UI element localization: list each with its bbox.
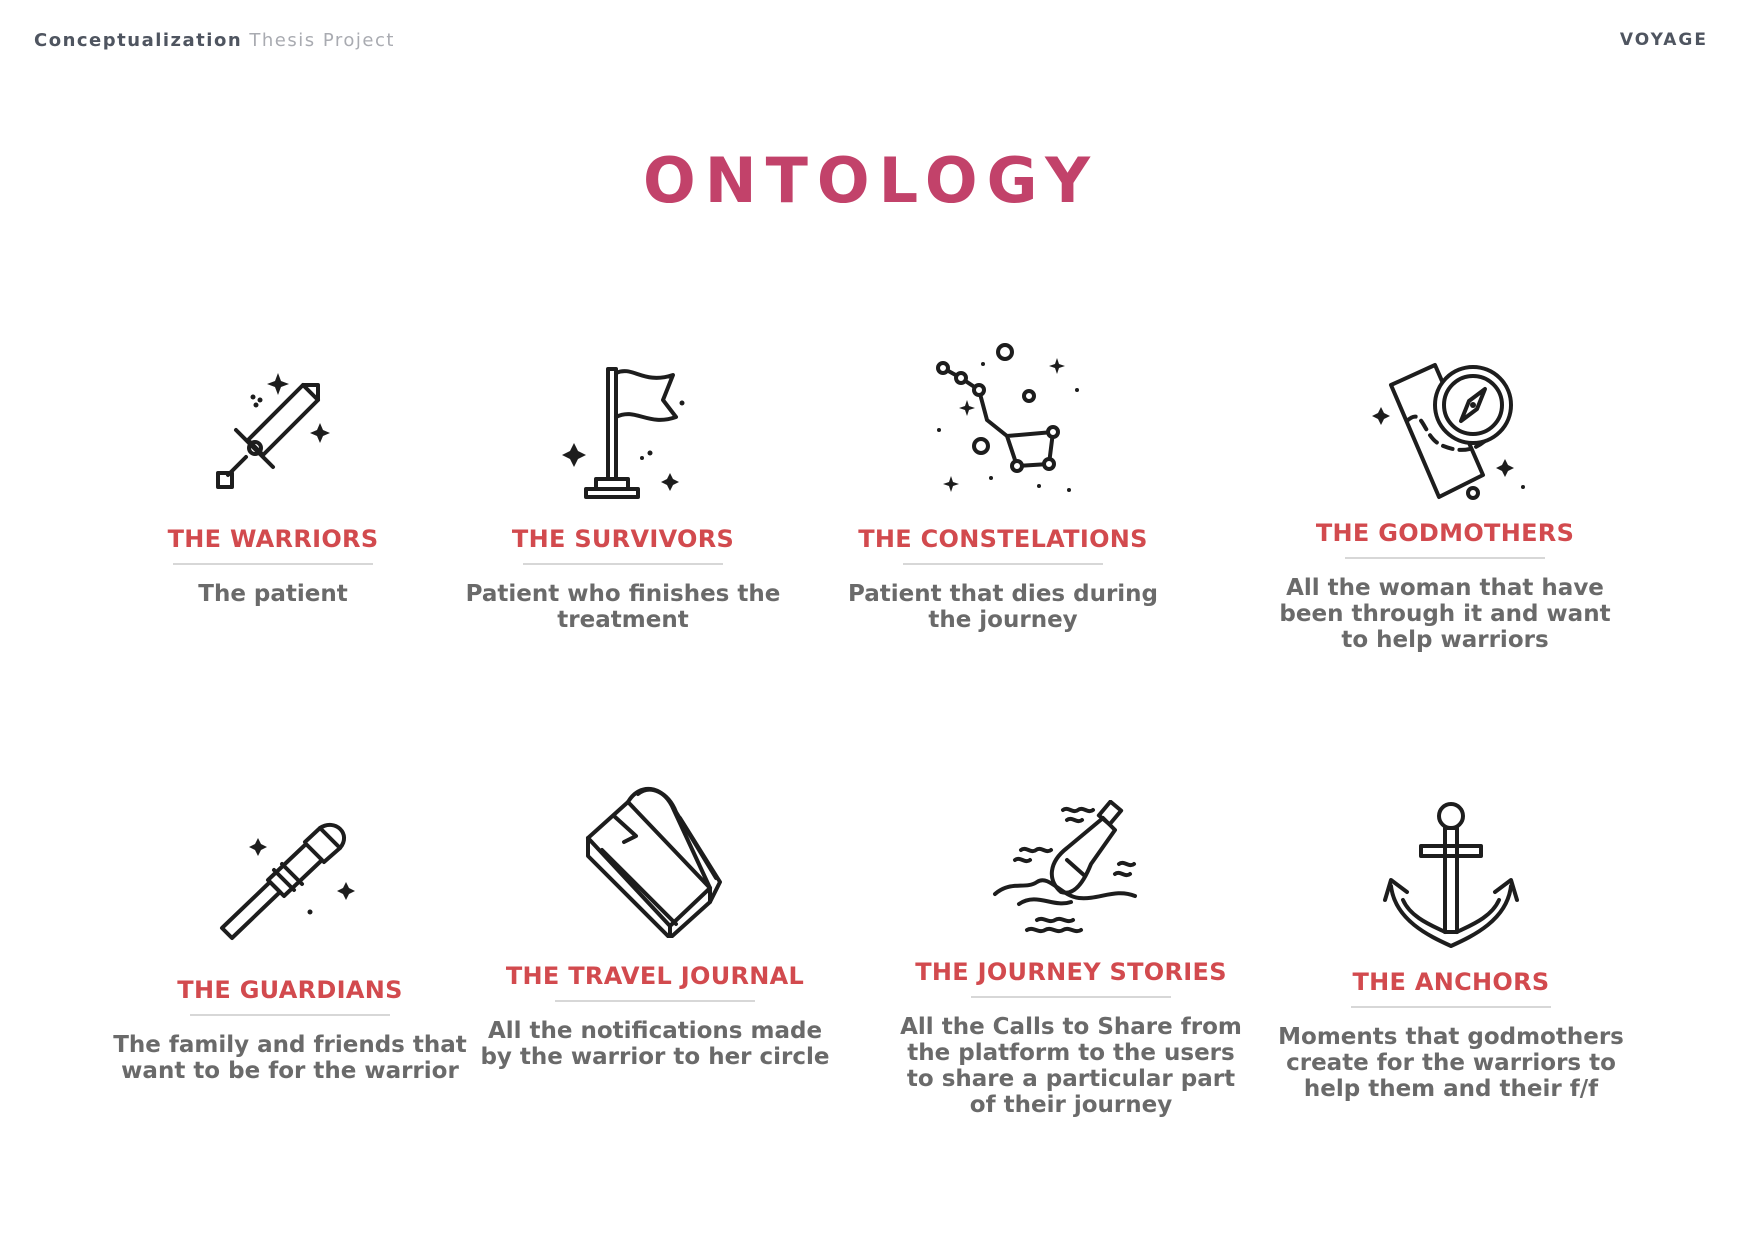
item-name: THE SURVIVORS <box>511 525 735 553</box>
item-divider <box>173 563 373 565</box>
ontology-item-constelations <box>823 340 1183 633</box>
header-brand: VOYAGE <box>1619 30 1708 50</box>
message-bottle-icon <box>991 800 1151 940</box>
item-description: All the notifications made by the warrior to her circle <box>480 1018 830 1070</box>
item-name: THE WARRIORS <box>167 525 379 553</box>
item-name: THE TRAVEL JOURNAL <box>505 962 805 990</box>
constellation-icon <box>921 340 1086 505</box>
map-compass-icon <box>1363 355 1528 505</box>
header-section-light: Thesis Project <box>249 30 395 51</box>
ontology-item-travel-journal <box>475 778 835 1070</box>
item-divider <box>903 563 1103 565</box>
item-name: THE JOURNEY STORIES <box>915 958 1227 986</box>
item-name: THE ANCHORS <box>1352 968 1550 996</box>
anchor-icon <box>1381 800 1521 950</box>
ontology-item-guardians <box>110 820 470 1084</box>
header-section-bold: Conceptualization <box>34 30 243 51</box>
item-description: Patient who finishes the treatment <box>465 581 781 633</box>
book-icon <box>580 778 730 938</box>
header-section-label <box>34 30 395 51</box>
item-name: THE GUARDIANS <box>177 976 403 1004</box>
sword-icon <box>198 355 348 505</box>
item-divider <box>523 563 723 565</box>
ontology-item-survivors <box>443 355 803 633</box>
item-divider <box>1351 1006 1551 1008</box>
ontology-item-anchors <box>1271 800 1631 1102</box>
page-title: ONTOLOGY <box>642 144 1100 217</box>
ontology-item-journey-stories <box>891 800 1251 1118</box>
ontology-item-warriors <box>93 355 453 607</box>
item-description: The family and friends that want to be for the warrior <box>113 1032 467 1084</box>
item-description: All the Calls to Share from the platform to the users to share a particular part of their journey <box>900 1014 1242 1118</box>
item-description: Moments that godmothers create for the warriors to help them and their f/f <box>1278 1024 1624 1102</box>
item-divider <box>1345 557 1545 559</box>
flag-icon <box>548 355 698 505</box>
item-description: All the woman that have been through it and want to help warriors <box>1279 575 1611 653</box>
item-name: THE GODMOTHERS <box>1315 519 1575 547</box>
item-divider <box>190 1014 390 1016</box>
item-divider <box>555 1000 755 1002</box>
item-name: THE CONSTELATIONS <box>858 525 1148 553</box>
item-divider <box>971 996 1171 998</box>
item-description: The patient <box>198 581 348 607</box>
spyglass-icon <box>210 820 370 950</box>
ontology-item-godmothers <box>1265 355 1625 653</box>
item-description: Patient that dies during the journey <box>847 581 1159 633</box>
